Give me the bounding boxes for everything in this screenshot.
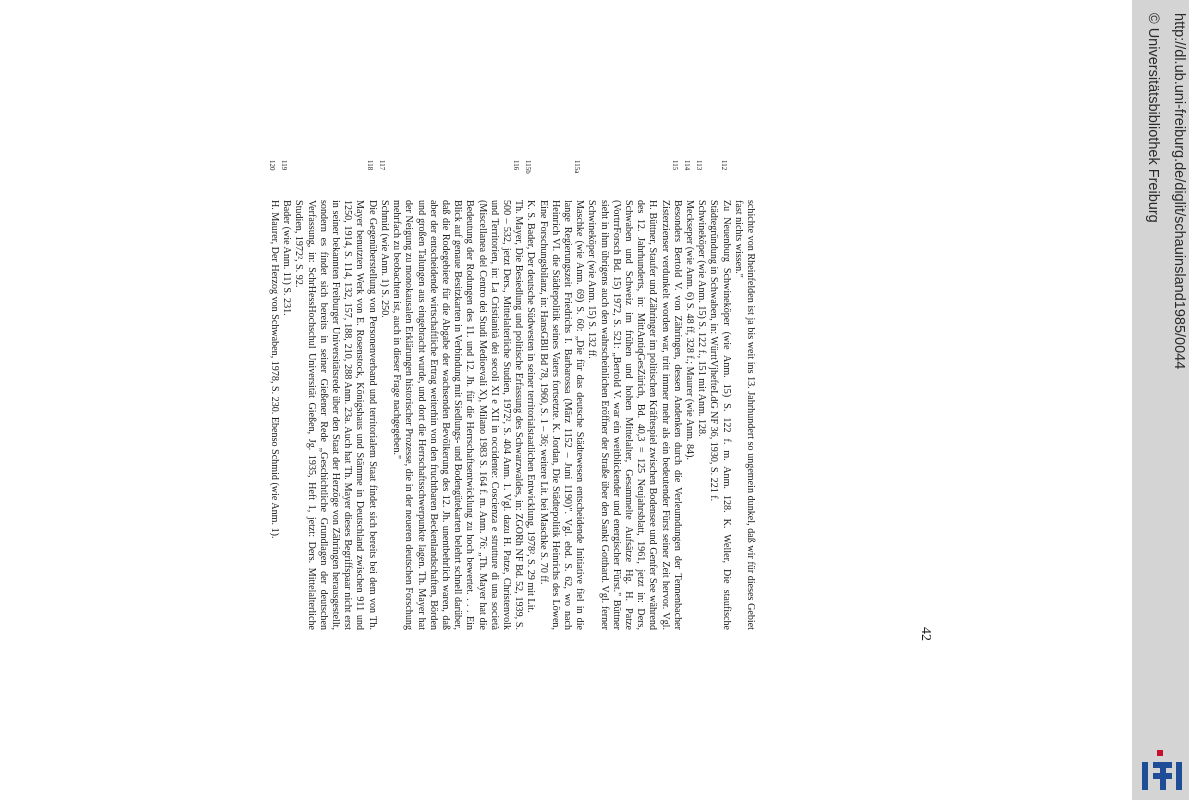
footnote xyxy=(683,160,695,630)
footnote xyxy=(268,160,280,630)
footnote-number: 114 xyxy=(682,160,691,171)
footnote-number: 115b xyxy=(524,160,533,174)
footnote xyxy=(695,160,707,630)
footnote xyxy=(524,160,536,630)
footnote-text: H. Maurer, Der Herzog von Schwaben, 1978, S. 230. Ebenso Schmid (wie Anm. 1). xyxy=(269,200,281,539)
footnote-text: Besonders Bertold V. von Zähringen, dessen Andenken durch die Verleumdungen der Tennenbacher Zisterzienser verdunkelt worden war, tritt immer mehr als ein bedeutender Fürst seiner Zeit hervor. Vgl. H. Büttner, Staufer und Zähringer im politischen Kräftespiel zwischen Bodensee und Genfer See während des 12. Jahrhunderts, in: MittAntiqGesZürich, Bd. 40,3 = 125 Neujahrsblatt, 1961, jetzt in: Ders, Schwaben und Schweiz im frühen und hohen Mittelalter, Gesammelte Aufsätze Hg. H. Patze (VortrrForsch Bd. 15) 1972, S. 521: „Bertold V. war ein weitblickender und energischer Fürst." Büttner sieht in ihm übrigens auch den wahrscheinlichen Eröffner der Straße über den Sankt Gotthard. Vgl. ferner Schwineköper (wie Anm. 15) S. 132 ff. xyxy=(586,200,683,630)
footnote xyxy=(536,160,585,630)
page-number: 42 xyxy=(918,627,933,641)
footnote xyxy=(707,160,731,630)
footnote-number: 113 xyxy=(695,160,704,171)
footnote-text: schichte von Rheinfelden ist ja bis weit ins 13. Jahrhundert so ungemein dunkel, daß wir für dieses Gebiet fast nichts wissen." xyxy=(732,200,756,630)
footnote-text: Bader (wie Anm. 11) S. 231. xyxy=(281,200,293,316)
footnote-number: 115 xyxy=(670,160,679,171)
sidebar-text-rotated xyxy=(1132,0,1189,800)
footnote xyxy=(280,160,292,630)
footnote-number: 116 xyxy=(512,160,521,171)
footnote xyxy=(390,160,524,630)
footnotes-rotated xyxy=(268,160,756,630)
footnote-text: Meckseper (wie Anm. 6) S. 48 ff, 328 f.; Maurer (wie Anm. 84). xyxy=(683,200,695,460)
permalink-url[interactable]: http://dl.ub.uni-freiburg.de/diglit/schauinsland1985/0044 xyxy=(1171,13,1187,370)
footnote-text: Schmid (wie Anm. 1) S. 250. xyxy=(378,200,390,318)
logo-red-bar xyxy=(1157,750,1163,756)
footnote-number: 115a xyxy=(573,160,582,174)
footnote-number: 117 xyxy=(377,160,386,171)
logo-blue-bar-4 xyxy=(1160,762,1166,790)
footnote-text: Die Gegenüberstellung von Personenverband und territorialem Staat findet sich bereits bei dem von Th. Mayer benutzten Werk von E. Rosenstock, Königshaus und Stämme in Deutschland zwischen 911 und 1250, 1914, S. 114, 132, 157, 188, 210, 288 Anm. 23a. Auch hat Th. Mayer dieses Begriffspaar nicht erst in seiner bekannten Freiburger Universitätsrede über den Staat der Herzöge von Zähringen herausgestellt, sondern es findet sich bereits in seiner Gießener Rede „Geschichtliche Grundlagen der deutschen Verfassung, in: SchrHessHochschul Universität Gießen, Jg. 1935, Heft 1, jetzt: Ders. Mittelalterliche Studien, 1972², S. 92. xyxy=(293,200,378,630)
footnote-text: K. S. Bader, Der deutsche Südwesten in seiner territorialstaatlichen Entwicklung, 1978², S. 29 mit Lit. xyxy=(525,200,537,613)
footnote-text: Zu Neuenburg Schwineköper (wie Anm. 15) S. 122 f. m. Anm. 128. K. Weller, Die staufische Städtegründung in Schwaben, in: WürttVjhefteLdG NF 36, 1930, S. 221 f. xyxy=(708,200,732,630)
footnote-number: 119 xyxy=(280,160,289,171)
footnote-text: Schwineköper (wie Anm. 15) S. 122 f., 151 mit Anm. 128. xyxy=(696,200,708,437)
library-logo-icon xyxy=(1140,748,1184,792)
footnote-text: Maschke (wie Anm. 69) S. 60: „Die für das deutsche Städtewesen entscheidende Initiative fiel in die lange Regierungszeit Friedrichs I. Barbarossa (März 1152 – Juni 1190)". Vgl. ebd. S. 62, wo nach Heinrich VI. die Städtepolitik seines Vaters fortsetzte. K. Jordan, Die Städtepolitik Heinrichs des Löwen, Eine Forschungsbilanz, in: HansGBll Bd 78, 1960, S. 1 – 36; weitere Lit. bei Maschke S. 70 ff. xyxy=(537,200,586,630)
footnote-text: Th. Mayer, Die Besiedlung und politische Erfassung des Schwarzwaldes, in: ZGORh NF Bd. 52, 1939, S. 500 – 532, jetzt Ders., Mittelalterliche Studien, 1972², S. 404 Anm. 1. Vgl. dazu H. Patze, Christenvolk und Territorien, in: La Cristianità dei secoli XI e XII in occidente: Coscienza e strutture di una società (Miscellanea del Centro dei Studi Medioevali X), Milano 1983 S. 164 f. m. Anm. 76: „Th. Mayer hat die Bedeutung der Rodungen des 11. und 12. Jh. für die Herrschaftsentwicklung zu hoch bewertet. . . . Ein Blick auf genaue Besitzkarten in Verbindung mit Siedlungs- und Bodengütekarten belehrt schnell darüber, daß die Rodegebiete für die Abgabe der wachsenden Bevölkerung des 12. Jh. unentbehrlich waren, daß aber der entscheidende wirtschaftliche Ertrag weiterhin von den fruchtbaren Beckenlandschaften, Börden und großen Talungen aus eingebracht wurde, und dort die Herrschaftsschwerpunkte lagen. Th. Mayer hat der Neigung zu monokausalen Erklärungen historischer Prozesse, die in der neueren deutschen Forschung mehrfach zu beobachten ist, auch in dieser Frage nachgegeben." xyxy=(391,200,525,630)
footnote-number: 118 xyxy=(365,160,374,171)
footnote xyxy=(292,160,377,630)
footnotes-block xyxy=(196,160,756,720)
footnote-number: 120 xyxy=(268,160,277,171)
footnote-number: 112 xyxy=(719,160,728,171)
viewer-sidebar xyxy=(1132,0,1189,800)
footnote xyxy=(585,160,683,630)
footnote xyxy=(378,160,390,630)
logo-blue-bar-5 xyxy=(1176,762,1182,790)
footnote xyxy=(732,160,756,630)
logo-blue-bar-1 xyxy=(1142,762,1148,790)
copyright-notice: © Universitätsbibliothek Freiburg xyxy=(1145,13,1161,223)
